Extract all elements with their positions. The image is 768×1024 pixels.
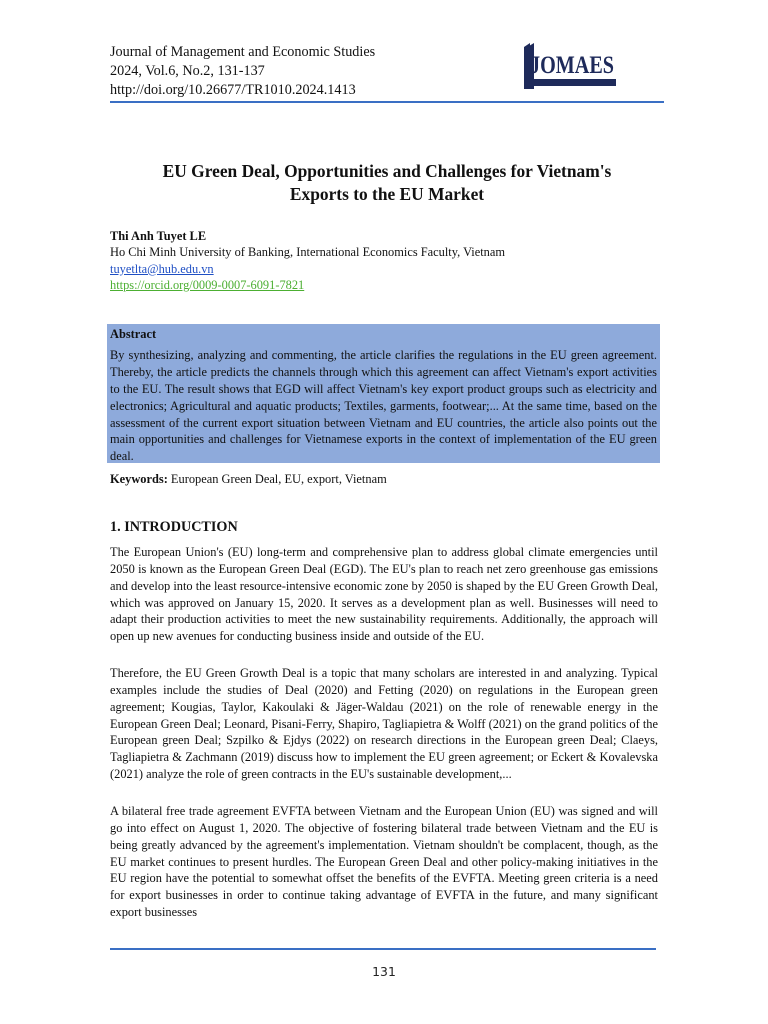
abstract-box [107,324,660,463]
journal-header [110,43,664,103]
logo-text: JOMAES [530,52,614,79]
intro-paragraph-1: The European Union's (EU) long-term and comprehensive plan to address global climate emergencies until 2050 is known as the European Green Deal (EGD). The EU's plan to reach net zero greenhouse gas emissions and develop into the least resource-intensive economic zone by 2050 is shaped by the EU Green Growth Deal, which was approved on January 15, 2020. It serves as a development plan as well. Businesses will need to adapt their production activities to meet the new sustainability requirements. Additionally, the approach will open up new avenues for conducting business inside and outside of the EU. [110,545,658,644]
page-number: 131 [372,964,396,979]
intro-paragraph-3: A bilateral free trade agreement EVFTA between Vietnam and the European Union (EU) was signed and will go into effect on August 1, 2020. The objective of fostering bilateral trade between Vietnam and the EU is being greatly advanced by the agreement's implementation. Vietnam shouldn't be complacent, though, as the EU market continues to present hurdles. The European Green Deal and other policy-making initiatives in the EU region have the potential to somewhat offset the benefits of the EVFTA. Meeting green criteria is a need for export businesses in order to continue taking advantage of EVFTA in the future, and many significant export businesses [110,804,658,920]
title-line-1: EU Green Deal, Opportunities and Challenges for Vietnam's [162,161,612,181]
header-divider [110,101,664,103]
abstract-heading: Abstract [110,327,157,341]
journal-name: Journal of Management and Economic Studies [110,44,376,60]
journal-info [110,43,375,100]
journal-volume: 2024, Vol.6, No.2, 131-137 [110,63,265,79]
intro-paragraph-2: Therefore, the EU Green Growth Deal is a topic that many scholars are interested in and analyzing. Typical examples include the studies of Deal (2020) and Fetting (2020) on regulations in the European green agreement; Kougias, Taylor, Kakoulaki & Jäger-Waldau (2021) on the role of renewable energy in the European Green Deal; Leonard, Pisani-Ferry, Shapiro, Tagliapietra & Wolff (2021) on the grand politics of the European green Deal; Szpilko & Ejdys (2022) on research directions in the European green Deal; Claeys, Tagliapietra & Zachmann (2019) discuss how to implement the EU green agreement; or Eckert & Kovalevska (2021) analyze the role of green contracts in the EU's sustainable development,... [110,666,658,782]
paper-title [110,160,664,206]
keywords-label: Keywords: [110,472,168,486]
journal-logo [524,43,616,91]
journal-doi[interactable]: http://doi.org/10.26677/TR1010.2024.1413 [110,82,356,98]
author-name: Thi Anh Tuyet LE [110,229,207,243]
section-heading-introduction: 1. INTRODUCTION [110,519,238,535]
author-orcid-link[interactable]: https://orcid.org/0009-0007-6091-7821 [110,278,305,293]
author-block [110,228,664,294]
author-email-link[interactable]: tuyetlta@hub.edu.vn [110,261,214,276]
keywords-text: European Green Deal, EU, export, Vietnam [167,472,387,486]
footer-divider [110,948,656,950]
title-line-2: Exports to the EU Market [289,184,485,204]
author-affiliation: Ho Chi Minh University of Banking, International Economics Faculty, Vietnam [110,245,506,260]
keywords [110,471,664,487]
abstract-body: By synthesizing, analyzing and commenting, the article clarifies the regulations in the EU green agreement. Thereby, the article predicts the channels through which this agreement can affect Vietnam's export activities to the EU. The result shows that EGD will affect Vietnam's key export product groups such as electricity and electronics; Agricultural and aquatic products; Textiles, garments, footwear;... At the same time, based on the assessment of the current export situation between Vietnam and EU countries, the article also points out the main opportunities and challenges for Vietnamese exports in the context of implementation of the EU green deal. [110,347,657,464]
